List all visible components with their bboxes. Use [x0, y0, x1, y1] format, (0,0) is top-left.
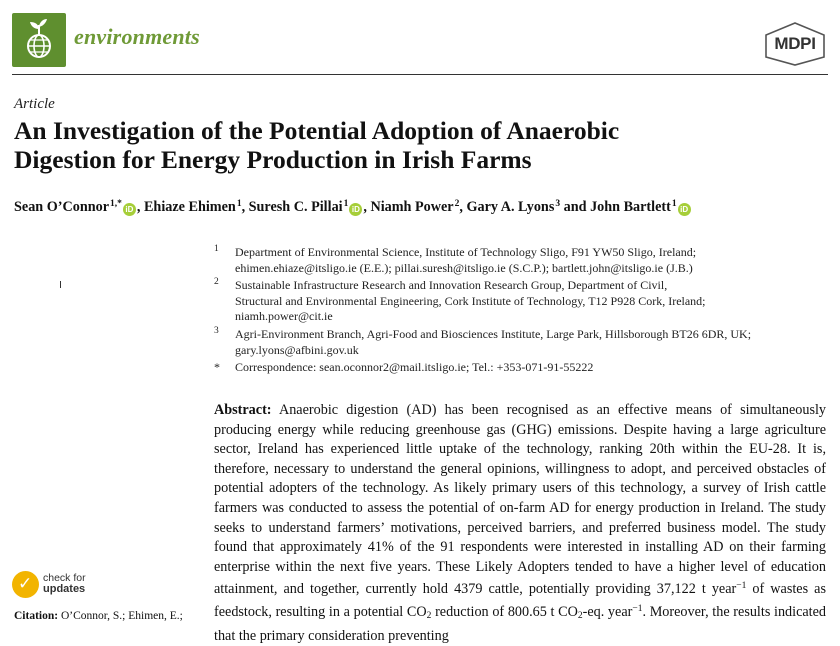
abstract-text: Anaerobic digestion (AD) has been recognised as an effective means of simultaneously producing energy while reducing greenhouse gas (GHG) emissions. Despite having a large agriculture sector, Ireland has experienced little uptake of the technology, ranking 20th within the EU-28. It is, therefore, necessary to understand the general opinions, willingness to adopt, and perceived obstacles of potential adopters of the technology. As likely primary users of this technology, a survey of Irish cattle farmers was conducted to assess the potential of on-farm AD for energy production in Ireland. The study seeks to understand farmers’ motivations, perceived barriers, and preferred business model. The study found that approximately 41% of the 91 respondents were interested in installing AD on their farming enterprise within the next five years. These Likely Adopters tended to have a higher level of education attainment, and together, currently hold 4379 cattle, potentially providing 37,122 t year — [214, 402, 827, 598]
author-separator: , — [363, 199, 371, 215]
author-list — [14, 199, 830, 216]
journal-name[interactable]: environments — [74, 24, 200, 49]
orcid-icon[interactable]: iD — [678, 203, 691, 216]
author-separator: and — [560, 199, 591, 215]
orcid-icon[interactable]: iD — [123, 203, 136, 216]
author-name[interactable]: Suresh C. Pillai — [248, 199, 343, 215]
abstract-text: -eq. year — [582, 603, 633, 620]
journal-header — [12, 13, 828, 68]
title-line-2: Digestion for Energy Production in Irish Farms — [14, 145, 532, 174]
author-separator: , — [136, 199, 144, 215]
globe-plant-icon — [12, 13, 66, 67]
abstract-label: Abstract: — [214, 402, 272, 418]
affiliation-marker: * — [214, 360, 220, 375]
affiliation-item — [214, 245, 826, 276]
check-updates-line-1: check for — [43, 572, 86, 584]
affiliation-line: Agri-Environment Branch, Agri-Food and Biosciences Institute, Large Park, Hillsborough BT26 6DR, UK; — [235, 326, 752, 341]
citation — [14, 610, 183, 622]
title-line-1: An Investigation of the Potential Adoption of Anaerobic — [14, 116, 620, 145]
journal-logo[interactable] — [12, 13, 66, 67]
article-title — [14, 116, 814, 174]
affiliation-line: Structural and Environmental Engineering, Cork Institute of Technology, T12 P928 Cork, Ireland; — [235, 293, 706, 308]
article-type: Article — [14, 96, 55, 112]
checkmark-icon: ✓ — [18, 574, 33, 594]
affiliation-line: ehimen.ehiaze@itsligo.ie (E.E.); pillai.suresh@itsligo.ie (S.C.P.); bartlett.john@itsligo.ie (J.B.) — [235, 260, 693, 275]
abstract-text: . Moreover, the results indicated that the primary consideration preventing — [214, 603, 827, 644]
author-affiliation-sup: 1 — [671, 199, 677, 209]
author-name[interactable]: Gary A. Lyons — [466, 199, 555, 215]
author-affiliation-sup: 2 — [454, 199, 460, 209]
mdpi-logo[interactable] — [762, 21, 828, 67]
abstract-text: of wastes as feedstock, resulting in a potential CO — [214, 581, 826, 620]
author-affiliation-sup: 1 — [343, 199, 349, 209]
affiliation-item — [214, 360, 826, 376]
author-name[interactable]: John Bartlett — [590, 199, 671, 215]
author-name[interactable]: Ehiaze Ehimen — [143, 199, 236, 215]
check-for-updates-button[interactable] — [12, 571, 122, 599]
author-name[interactable]: Sean O’Connor — [14, 199, 109, 215]
affiliation-item — [214, 327, 826, 358]
affiliation-marker: 1 — [214, 244, 219, 254]
orcid-icon[interactable]: iD — [349, 203, 362, 216]
citation-label: Citation: — [14, 610, 59, 622]
abstract — [214, 401, 826, 646]
margin-mark — [60, 281, 61, 288]
author-name[interactable]: Niamh Power — [370, 199, 454, 215]
author-affiliation-sup: 1,* — [110, 199, 122, 209]
citation-text: O’Connor, S.; Ehimen, E.; — [60, 610, 183, 622]
author-separator: , — [459, 199, 467, 215]
affiliation-list — [214, 245, 826, 378]
affiliation-line: gary.lyons@afbini.gov.uk — [235, 342, 359, 357]
affiliation-line: niamh.power@cit.ie — [235, 309, 333, 324]
affiliation-marker: 3 — [214, 325, 219, 336]
author-separator: , — [241, 199, 249, 215]
affiliation-marker: 2 — [214, 277, 219, 288]
author-affiliation-sup: 3 — [555, 199, 561, 209]
abstract-sub: 2 — [426, 610, 432, 621]
affiliation-line: Department of Environmental Science, Institute of Technology Sligo, F91 YW50 Sligo, Ireland; — [235, 245, 697, 259]
affiliation-item — [214, 278, 826, 325]
abstract-sup: −1 — [736, 581, 747, 592]
header-rule — [12, 74, 828, 75]
abstract-sub: 2 — [577, 610, 583, 621]
check-updates-label — [43, 573, 86, 595]
affiliation-line: Sustainable Infrastructure Research and Innovation Research Group, Department of Civil, — [235, 278, 668, 293]
check-badge — [12, 571, 39, 598]
abstract-text: reduction of 800.65 t CO — [431, 603, 578, 620]
check-updates-line-2: updates — [43, 583, 86, 595]
author-affiliation-sup: 1 — [236, 199, 242, 209]
affiliation-line: Correspondence: sean.oconnor2@mail.itsligo.ie; Tel.: +353-071-91-55222 — [235, 360, 594, 375]
abstract-sup: −1 — [632, 603, 643, 614]
publisher-name: MDPI — [774, 34, 816, 53]
